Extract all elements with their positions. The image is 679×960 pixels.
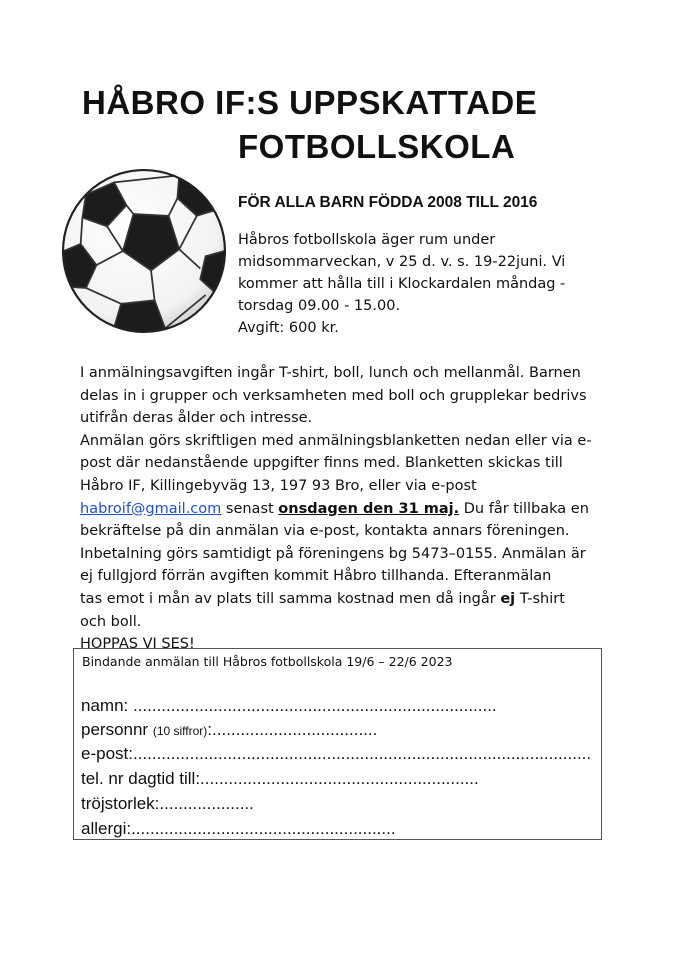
body-line: post där nedanstående uppgifter finns med. Blanketten skickas till <box>80 455 563 472</box>
intro-paragraph <box>238 229 578 339</box>
form-title: Bindande anmälan till Håbros fotbollskola 19/6 – 22/6 2023 <box>82 654 453 669</box>
email-field[interactable]: e-post:................................................................................................. <box>81 744 592 763</box>
body-line: delas in i grupper och verksamheten med boll och grupplekar bedrivs <box>80 387 587 404</box>
phone-field[interactable]: tel. nr dagtid till:........................................................... <box>81 769 479 788</box>
closing-line: HOPPAS VI SES! <box>80 636 195 653</box>
body-line: Håbro IF, Killingebyväg 13, 197 93 Bro, eller via e-post <box>80 477 477 494</box>
personnr-note: (10 siffror) <box>152 724 208 738</box>
body-line: ej fullgjord förrän avgiften kommit Håbro tillhanda. Efteranmälan <box>80 568 552 585</box>
personnr-label: personnr <box>81 720 153 739</box>
deadline-text: onsdagen den 31 maj. <box>278 500 460 517</box>
body-line <box>80 498 590 521</box>
bold-ej: ej <box>500 590 516 607</box>
intro-line: kommer att hålla till i Klockardalen måndag - <box>238 276 566 292</box>
body-text-fragment: senast <box>221 500 279 517</box>
name-field[interactable]: namn: ............................................................................. <box>81 696 497 715</box>
body-line: bekräftelse på din anmälan via e-post, kontakta annars föreningen. <box>80 523 570 540</box>
intro-line: midsommarveckan, v 25 d. v. s. 19-22juni. Vi <box>238 254 566 270</box>
body-line: och boll. <box>80 613 142 630</box>
body-text-fragment: T-shirt <box>515 590 565 607</box>
shirt-size-field[interactable]: tröjstorlek:.................... <box>81 794 254 813</box>
body-line <box>80 588 590 611</box>
personnr-dots: :................................... <box>207 720 378 739</box>
body-line: Inbetalning görs samtidigt på föreningens bg 5473–0155. Anmälan är <box>80 545 586 562</box>
body-text-fragment: tas emot i mån av plats till samma kostnad men då ingår <box>80 590 501 607</box>
email-link[interactable]: habroif@gmail.com <box>80 500 222 517</box>
page-title-line-1: HÅBRO IF:S UPPSKATTADE <box>82 84 538 121</box>
body-line: utifrån deras ålder och intresse. <box>80 410 313 427</box>
body-line: I anmälningsavgiften ingår T-shirt, boll, lunch och mellanmål. Barnen <box>80 365 581 381</box>
subtitle: FÖR ALLA BARN FÖDDA 2008 TILL 2016 <box>238 194 538 211</box>
intro-line: torsdag 09.00 - 15.00. <box>238 298 401 314</box>
personnr-field[interactable] <box>81 720 377 740</box>
page-title-line-2: FOTBOLLSKOLA <box>238 128 516 165</box>
intro-line: Håbros fotbollskola äger rum under <box>238 232 496 248</box>
registration-form <box>73 648 602 840</box>
body-line: Anmälan görs skriftligen med anmälningsblanketten nedan eller via e- <box>80 432 592 449</box>
allergy-field[interactable]: allergi:........................................................ <box>81 819 396 838</box>
body-text-fragment: Du får tillbaka en <box>459 500 589 517</box>
body-paragraph <box>80 362 590 656</box>
fee-line: Avgift: 600 kr. <box>238 320 339 336</box>
football-icon <box>56 156 232 346</box>
